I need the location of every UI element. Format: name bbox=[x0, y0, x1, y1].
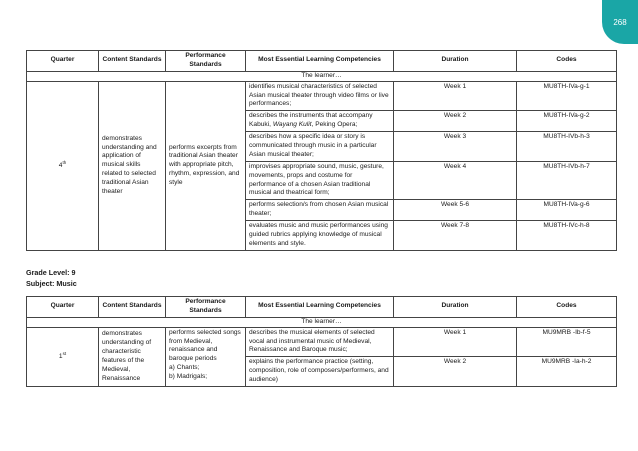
competency-cell: improvises appropriate sound, music, gesture, movements, props and costume for performance of a chosen Asian traditional musical and theatrical form; bbox=[246, 161, 394, 200]
quarter-number: 4 bbox=[58, 162, 63, 170]
header-quarter: Quarter bbox=[27, 51, 99, 72]
code-cell: MU8TH-IVb-h-3 bbox=[517, 132, 617, 162]
competency-cell: identifies musical characteristics of selected Asian musical theater through video films or live performances; bbox=[246, 81, 394, 111]
duration-cell: Week 3 bbox=[394, 132, 517, 162]
duration-cell: Week 1 bbox=[394, 327, 517, 357]
competency-text: describes the instruments that accompany Kabuki, bbox=[249, 112, 373, 129]
code-cell: MU8TH-IVa-g-1 bbox=[517, 81, 617, 111]
competency-table-grade8 bbox=[26, 50, 617, 251]
code-cell: MU8TH-IVa-g-6 bbox=[517, 200, 617, 221]
duration-cell: Week 4 bbox=[394, 161, 517, 200]
competency-table-grade9 bbox=[26, 296, 617, 387]
header-codes: Codes bbox=[517, 51, 617, 72]
header-content-standards: Content Standards bbox=[99, 51, 166, 72]
quarter-cell bbox=[27, 81, 99, 250]
header-duration: Duration bbox=[394, 51, 517, 72]
content-standard-cell: demonstrates understanding of characteristic features of the Medieval, Renaissance bbox=[99, 327, 166, 386]
header-performance-standards: Performance Standards bbox=[166, 51, 246, 72]
competency-cell: describes how a specific idea or story is communicated through music in a particular Asian musical theater; bbox=[246, 132, 394, 162]
header-codes: Codes bbox=[517, 297, 617, 318]
header-competencies: Most Essential Learning Competencies bbox=[246, 51, 394, 72]
code-cell: MU8TH-IVb-h-7 bbox=[517, 161, 617, 200]
competency-cell: explains the performance practice (setting, composition, role of composers/performers, and audience) bbox=[246, 357, 394, 387]
table-header-row bbox=[27, 297, 617, 318]
competency-cell: evaluates music and music performances using guided rubrics applying knowledge of musical elements and style. bbox=[246, 221, 394, 251]
duration-cell: Week 1 bbox=[394, 81, 517, 111]
quarter-number: 1 bbox=[58, 353, 63, 361]
header-content-standards: Content Standards bbox=[99, 297, 166, 318]
table-header-row bbox=[27, 51, 617, 72]
performance-standard-cell: performs selected songs from Medieval, renaissance and baroque periods a) Chants; b) Madrigals; bbox=[166, 327, 246, 386]
competency-cell: performs selection/s from chosen Asian musical theater; bbox=[246, 200, 394, 221]
learner-label: The learner… bbox=[27, 71, 617, 81]
quarter-suffix: st bbox=[62, 351, 67, 357]
duration-cell: Week 2 bbox=[394, 111, 517, 132]
table-row bbox=[27, 81, 617, 111]
subject-label: Subject: Music bbox=[26, 279, 77, 288]
competency-cell bbox=[246, 111, 394, 132]
duration-cell: Week 5-6 bbox=[394, 200, 517, 221]
header-duration: Duration bbox=[394, 297, 517, 318]
quarter-cell bbox=[27, 327, 99, 386]
header-performance-standards: Performance Standards bbox=[166, 297, 246, 318]
page-number-badge bbox=[602, 0, 638, 44]
competency-text-end: , Peking Opera; bbox=[311, 121, 358, 129]
header-quarter: Quarter bbox=[27, 297, 99, 318]
table-row bbox=[27, 327, 617, 357]
performance-standard-cell: performs excerpts from traditional Asian theater with appropriate pitch, rhythm, expression, and style bbox=[166, 81, 246, 250]
code-cell: MU9MRB -Ib-f-5 bbox=[517, 327, 617, 357]
content-standard-cell: demonstrates understanding and application of musical skills related to selected traditional Asian theater bbox=[99, 81, 166, 250]
duration-cell: Week 7-8 bbox=[394, 221, 517, 251]
duration-cell: Week 2 bbox=[394, 357, 517, 387]
competency-italic-text: Wayang Kulit bbox=[272, 121, 312, 129]
learner-row bbox=[27, 317, 617, 327]
learner-row bbox=[27, 71, 617, 81]
header-competencies: Most Essential Learning Competencies bbox=[246, 297, 394, 318]
competency-cell: describes the musical elements of selected vocal and instrumental music of Medieval, Renaissance and Baroque music; bbox=[246, 327, 394, 357]
code-cell: MU8TH-IVc-h-8 bbox=[517, 221, 617, 251]
code-cell: MU9MRB -Ia-h-2 bbox=[517, 357, 617, 387]
learner-label: The learner… bbox=[27, 317, 617, 327]
quarter-suffix: th bbox=[62, 160, 67, 166]
code-cell: MU8TH-IVa-g-2 bbox=[517, 111, 617, 132]
page-number: 268 bbox=[613, 17, 627, 27]
grade-level-label: Grade Level: 9 bbox=[26, 268, 76, 277]
